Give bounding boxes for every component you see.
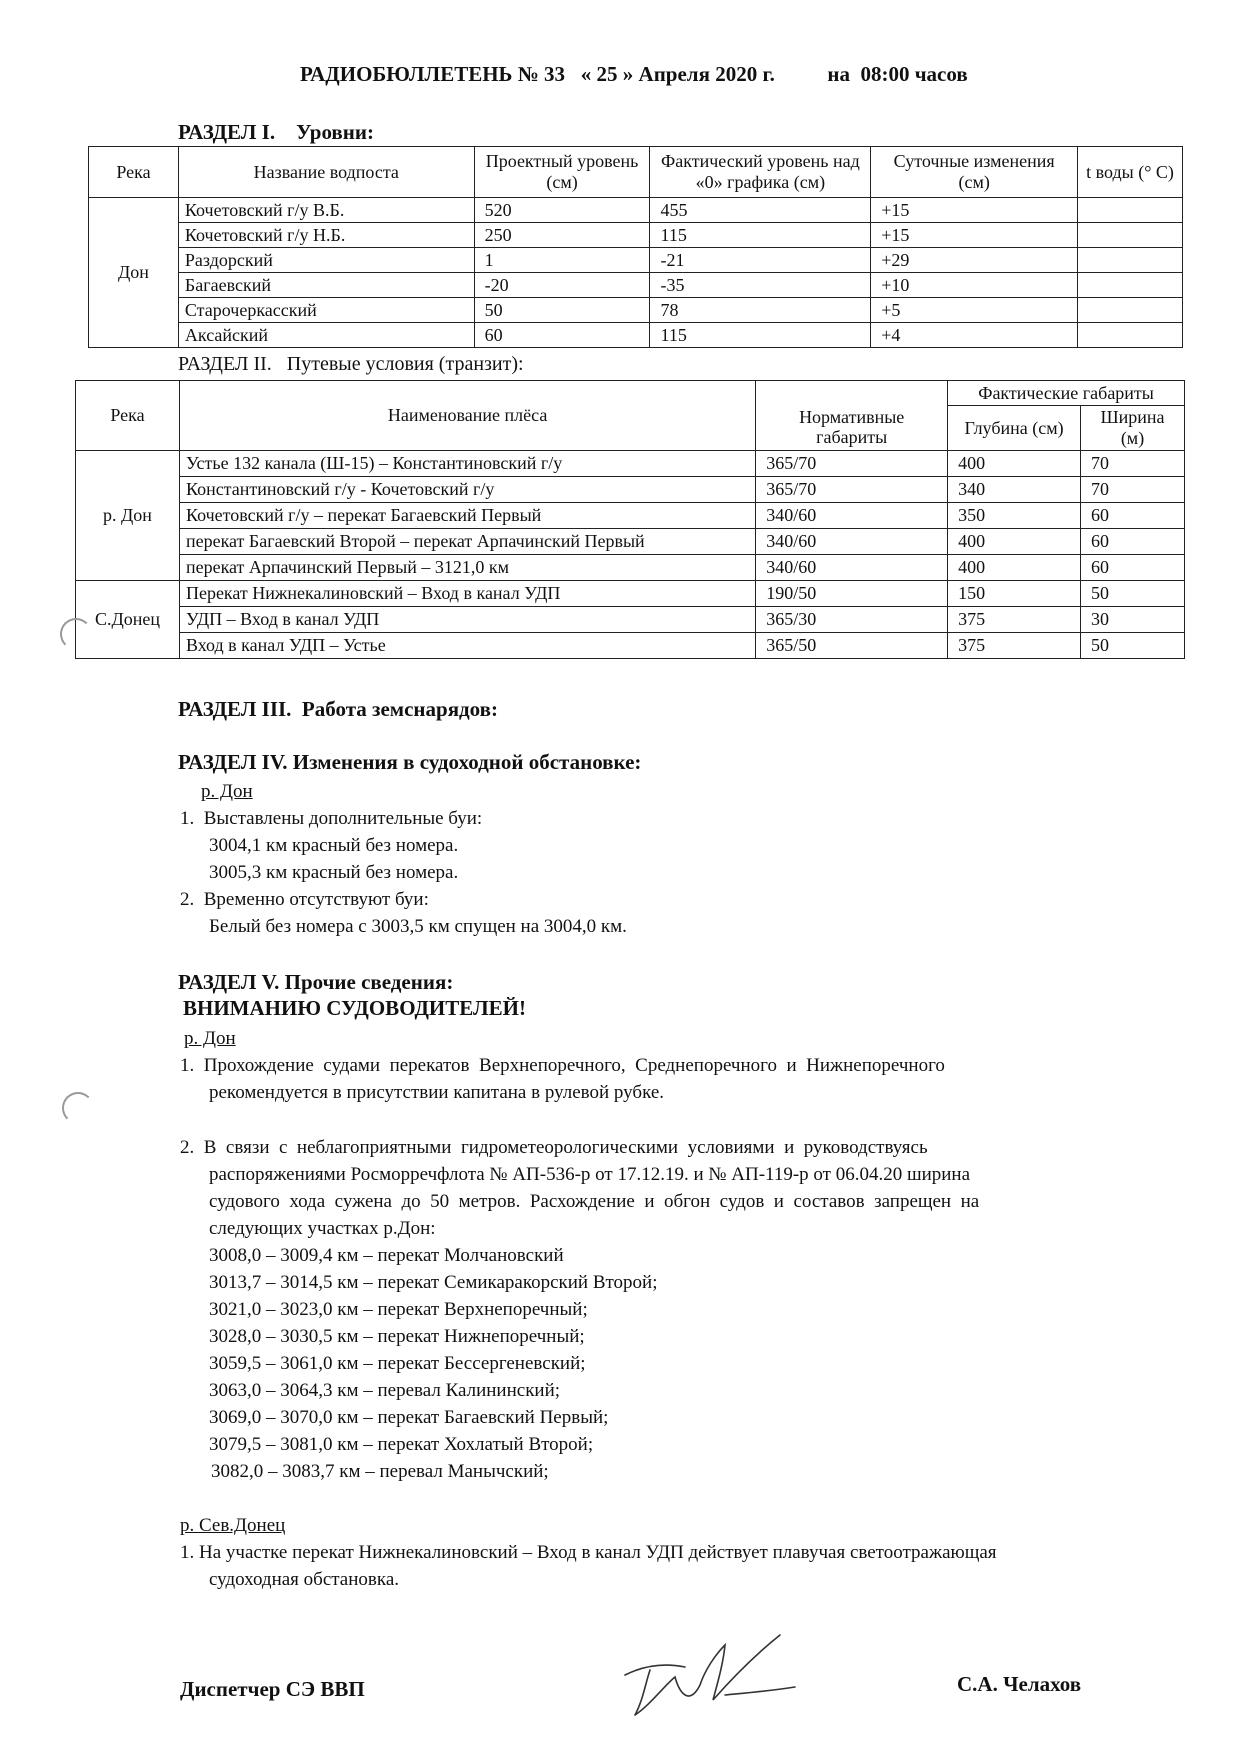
section5-river-donets: р. Сев.Донец: [180, 1515, 286, 1536]
table-row: [89, 323, 1183, 348]
width-value: 70: [1081, 451, 1185, 477]
table-row: [89, 223, 1183, 248]
section5-river-don: р. Дон: [184, 1028, 236, 1049]
col-water-temp: t воды (° С): [1078, 147, 1183, 198]
river-cell: Дон: [89, 198, 179, 348]
col-river: Река: [76, 381, 180, 451]
restricted-segment: 3063,0 – 3064,3 км – перевал Калининский;: [209, 1380, 561, 1401]
design-level: -20: [474, 273, 650, 298]
design-level: 50: [474, 298, 650, 323]
don-item2-line4: следующих участках р.Дон:: [209, 1218, 436, 1239]
norm-dims: 365/70: [756, 451, 948, 477]
daily-change: +15: [871, 223, 1078, 248]
section1-heading: РАЗДЕЛ I. Уровни:: [178, 120, 374, 144]
water-temp: [1078, 273, 1183, 298]
gauge-name: Старочеркасский: [178, 298, 474, 323]
col-gauge-name: Название водпоста: [178, 147, 474, 198]
table-row: [76, 503, 1185, 529]
restricted-segment: 3008,0 – 3009,4 км – перекат Молчановский: [209, 1245, 564, 1266]
table-row: [89, 273, 1183, 298]
attention-heading: ВНИМАНИЮ СУДОВОДИТЕЛЕЙ!: [183, 996, 526, 1020]
actual-level: 455: [650, 198, 871, 223]
col-actual-level: Фактический уровень над «0» графика (см): [650, 147, 871, 198]
transit-table: [75, 380, 1185, 659]
section5-heading: РАЗДЕЛ V. Прочие сведения:: [178, 970, 454, 994]
donets-item1-line2: судоходная обстановка.: [209, 1569, 399, 1590]
col-river: Река: [89, 147, 179, 198]
width-value: 60: [1081, 529, 1185, 555]
design-level: 1: [474, 248, 650, 273]
don-item1-line2: рекомендуется в присутствии капитана в рулевой рубке.: [209, 1082, 665, 1103]
depth-value: 375: [948, 633, 1081, 659]
depth-value: 340: [948, 477, 1081, 503]
don-item1-line1: 1. Прохождение судами перекатов Верхнепоречного, Среднепоречного и Нижнепоречного: [180, 1055, 945, 1076]
table-row: [89, 248, 1183, 273]
width-value: 60: [1081, 555, 1185, 581]
stretch-name: перекат Арпачинский Первый – 3121,0 км: [179, 555, 755, 581]
design-level: 520: [474, 198, 650, 223]
width-value: 50: [1081, 581, 1185, 607]
col-actual-group: Фактические габариты: [948, 381, 1185, 406]
handwritten-signature: [605, 1615, 805, 1725]
transit-header-row: [76, 381, 1185, 406]
table-row: [76, 477, 1185, 503]
col-depth: Глубина (см): [948, 406, 1081, 451]
stretch-name: Константиновский г/у - Кочетовский г/у: [179, 477, 755, 503]
depth-value: 150: [948, 581, 1081, 607]
norm-dims: 190/50: [756, 581, 948, 607]
section2-heading: РАЗДЕЛ II. Путевые условия (транзит):: [178, 353, 524, 375]
don-item2-line3: судового хода сужена до 50 метров. Расхождение и обгон судов и составов запрещен на: [209, 1191, 980, 1212]
width-value: 30: [1081, 607, 1185, 633]
signatory-position: Диспетчер СЭ ВВП: [180, 1677, 365, 1701]
section4-heading: РАЗДЕЛ IV. Изменения в судоходной обстановке:: [178, 750, 642, 774]
depth-value: 375: [948, 607, 1081, 633]
donets-item1-line1: 1. На участке перекат Нижнекалиновский – Вход в канал УДП действует плавучая светоотражающая: [180, 1542, 997, 1563]
restricted-segment: 3021,0 – 3023,0 км – перекат Верхнепоречный;: [209, 1299, 588, 1320]
water-temp: [1078, 248, 1183, 273]
actual-level: -35: [650, 273, 871, 298]
actual-level: 115: [650, 223, 871, 248]
depth-value: 400: [948, 529, 1081, 555]
restricted-segment: 3069,0 – 3070,0 км – перекат Багаевский Первый;: [209, 1407, 609, 1428]
daily-change: +4: [871, 323, 1078, 348]
signatory-name: С.А. Челахов: [957, 1672, 1082, 1696]
gauge-name: Багаевский: [178, 273, 474, 298]
section4-item1: 1. Выставлены дополнительные буи:: [180, 808, 483, 829]
section4-item2-line: Белый без номера с 3003,5 км спущен на 3004,0 км.: [209, 916, 627, 937]
daily-change: +15: [871, 198, 1078, 223]
stretch-name: Устье 132 канала (Ш-15) – Константиновский г/у: [179, 451, 755, 477]
don-item2-line1: 2. В связи с неблагоприятными гидрометеорологическими условиями и руководствуясь: [180, 1137, 928, 1158]
table-row: [76, 581, 1185, 607]
section4-item1-line: 3005,3 км красный без номера.: [209, 862, 459, 883]
daily-change: +5: [871, 298, 1078, 323]
depth-value: 350: [948, 503, 1081, 529]
stretch-name: Вход в канал УДП – Устье: [179, 633, 755, 659]
punch-hole-mark: [60, 618, 92, 650]
width-value: 50: [1081, 633, 1185, 659]
norm-dims: 340/60: [756, 503, 948, 529]
width-value: 70: [1081, 477, 1185, 503]
restricted-segment: 3059,5 – 3061,0 км – перекат Бессергеневский;: [209, 1353, 586, 1374]
gauge-name: Кочетовский г/у В.Б.: [178, 198, 474, 223]
depth-value: 400: [948, 451, 1081, 477]
gauge-name: Кочетовский г/у Н.Б.: [178, 223, 474, 248]
table-row: [76, 607, 1185, 633]
width-value: 60: [1081, 503, 1185, 529]
don-item2-line2: распоряжениями Росморречфлота № АП-536-р от 17.12.19. и № АП-119-р от 06.04.20 ширина: [209, 1164, 971, 1185]
water-temp: [1078, 198, 1183, 223]
norm-dims: 340/60: [756, 529, 948, 555]
col-norm: Нормативные габариты: [756, 381, 948, 451]
section4-item2: 2. Временно отсутствуют буи:: [180, 889, 429, 910]
table-row: [76, 529, 1185, 555]
norm-dims: 365/30: [756, 607, 948, 633]
daily-change: +10: [871, 273, 1078, 298]
restricted-segment: 3013,7 – 3014,5 км – перекат Семикаракорский Второй;: [209, 1272, 658, 1293]
water-temp: [1078, 223, 1183, 248]
table-row: [89, 198, 1183, 223]
daily-change: +29: [871, 248, 1078, 273]
design-level: 60: [474, 323, 650, 348]
table-row: [76, 555, 1185, 581]
table-row: [76, 451, 1185, 477]
col-stretch: Наименование плёса: [179, 381, 755, 451]
col-design-level: Проектный уровень (см): [474, 147, 650, 198]
water-temp: [1078, 323, 1183, 348]
levels-header-row: [89, 147, 1183, 198]
restricted-segment: 3028,0 – 3030,5 км – перекат Нижнепоречный;: [209, 1326, 585, 1347]
section4-item1-line: 3004,1 км красный без номера.: [209, 835, 459, 856]
punch-hole-mark: [62, 1092, 94, 1124]
actual-level: 78: [650, 298, 871, 323]
levels-table: [88, 146, 1183, 348]
depth-value: 400: [948, 555, 1081, 581]
stretch-name: Перекат Нижнекалиновский – Вход в канал УДП: [179, 581, 755, 607]
stretch-name: УДП – Вход в канал УДП: [179, 607, 755, 633]
stretch-name: перекат Багаевский Второй – перекат Арпачинский Первый: [179, 529, 755, 555]
gauge-name: Аксайский: [178, 323, 474, 348]
gauge-name: Раздорский: [178, 248, 474, 273]
river-cell: р. Дон: [76, 451, 180, 581]
norm-dims: 340/60: [756, 555, 948, 581]
norm-dims: 365/70: [756, 477, 948, 503]
actual-level: -21: [650, 248, 871, 273]
restricted-segment: 3082,0 – 3083,7 км – перевал Манычский;: [211, 1461, 549, 1482]
col-width: Ширина (м): [1081, 406, 1185, 451]
water-temp: [1078, 298, 1183, 323]
section4-river: р. Дон: [201, 781, 253, 802]
table-row: [89, 298, 1183, 323]
bulletin-title: РАДИОБЮЛЛЕТЕНЬ № 33 « 25 » Апреля 2020 г. на 08:00 часов: [300, 62, 968, 86]
stretch-name: Кочетовский г/у – перекат Багаевский Первый: [179, 503, 755, 529]
table-row: [76, 633, 1185, 659]
col-daily-change: Суточные изменения (см): [871, 147, 1078, 198]
norm-dims: 365/50: [756, 633, 948, 659]
restricted-segment: 3079,5 – 3081,0 км – перекат Хохлатый Второй;: [209, 1434, 594, 1455]
actual-level: 115: [650, 323, 871, 348]
river-cell: С.Донец: [76, 581, 180, 659]
design-level: 250: [474, 223, 650, 248]
section3-heading: РАЗДЕЛ III. Работа земснарядов:: [178, 697, 498, 721]
